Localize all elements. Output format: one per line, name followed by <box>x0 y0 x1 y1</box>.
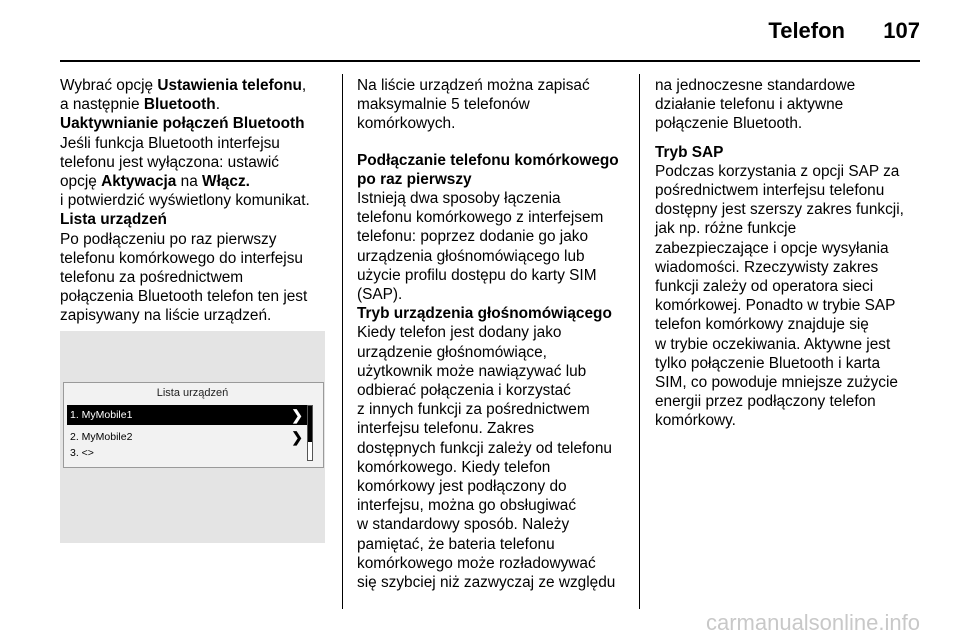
watermark: carmanualsonline.info <box>705 610 920 635</box>
column-3 <box>655 76 925 431</box>
menu-option: Ustawienia telefonu <box>157 77 302 94</box>
page-number: 107 <box>883 18 920 43</box>
scrollbar-thumb[interactable] <box>308 406 312 442</box>
section-paragraph: Jeśli funkcja Bluetooth interfejsu telefonu jest wyłączona: ustawić opcję Aktywacja na Włącz. i potwierdzić wyświetlony komunikat. <box>60 134 310 210</box>
menu-option: Włącz. <box>202 173 250 191</box>
section-paragraph: Podczas korzystania z opcji SAP za pośrednictwem interfejsu telefonu dostępny jest szerszy zakres funkcji, jak np. różne funkcje zabezpieczające i opcje wysyłania wiadomości. Rzeczywisty zakres funkcji zależy od operatora sieci komórkowej. Ponadto w trybie SAP telefon komórkowy znajduje się w trybie oczekiwania. Aktywne jest tylko połączenie Bluetooth i karta SIM, co powoduje mniejsze zużycie energii przez podłączony telefon komórkowy. <box>655 162 904 430</box>
column-divider <box>342 74 343 609</box>
header-rule <box>60 60 920 62</box>
section-heading: Tryb urządzenia głośnomówiącego <box>357 305 612 323</box>
chevron-right-icon: ❯ <box>291 407 303 423</box>
device-list-item[interactable]: 3. <> <box>70 447 94 459</box>
device-list-title: Lista urządzeń <box>156 387 229 399</box>
menu-option: Bluetooth <box>143 96 216 114</box>
chevron-right-icon: ❯ <box>291 429 303 445</box>
column-divider <box>639 74 640 609</box>
column-2 <box>357 76 627 592</box>
menu-option: Aktywacja <box>101 173 177 191</box>
intro-paragraph: Wybrać opcję Ustawienia telefonu, a następnie Bluetooth. <box>60 77 307 114</box>
section-heading: Uaktywnianie połączeń Bluetooth <box>60 115 305 133</box>
page-header <box>60 0 920 62</box>
device-list-item[interactable]: 2. MyMobile2 ❯ <box>70 429 303 445</box>
column-1 <box>60 76 335 326</box>
section-paragraph: Istnieją dwa sposoby łączenia telefonu komórkowego z interfejsem telefonu: poprzez dodanie go jako urządzenia głośnomówiącego lub użycie profilu dostępu do karty SIM (SAP). <box>357 190 604 304</box>
section-heading: Lista urządzeń <box>60 211 167 229</box>
section-paragraph: na jednoczesne standardowe działanie telefonu i aktywne połączenie Bluetooth. <box>655 77 856 133</box>
section-heading: Podłączanie telefonu komórkowego po raz pierwszy <box>357 151 619 188</box>
device-list-item[interactable]: 1. MyMobile1 ❯ <box>67 405 307 425</box>
section-paragraph: Po podłączeniu po raz pierwszy telefonu komórkowego do interfejsu telefonu za pośrednictwem połączenia Bluetooth telefon ten jest zapisywany na liście urządzeń. <box>60 230 308 325</box>
page-title: Telefon <box>768 18 845 43</box>
section-paragraph: Kiedy telefon jest dodany jako urządzenie głośnomówiące, użytkownik może nawiązywać lub odbierać połączenia i korzystać z innych funkcji za pośrednictwem interfejsu telefonu. Zakres dostępnych funkcji zależy od telefonu komórkowego. Kiedy telefon komórkowy jest podłączony do interfejsu, można go obsługiwać w standardowy sposób. Należy pamiętać, że bateria telefonu komórkowego może rozładowywać się szybciej niż zazwyczaj ze względu <box>357 324 616 592</box>
device-list-screenshot <box>60 331 325 543</box>
scrollbar[interactable] <box>307 405 313 461</box>
section-heading: Tryb SAP <box>655 143 724 161</box>
section-paragraph: Na liście urządzeń można zapisać maksymalnie 5 telefonów komórkowych. <box>357 77 590 133</box>
